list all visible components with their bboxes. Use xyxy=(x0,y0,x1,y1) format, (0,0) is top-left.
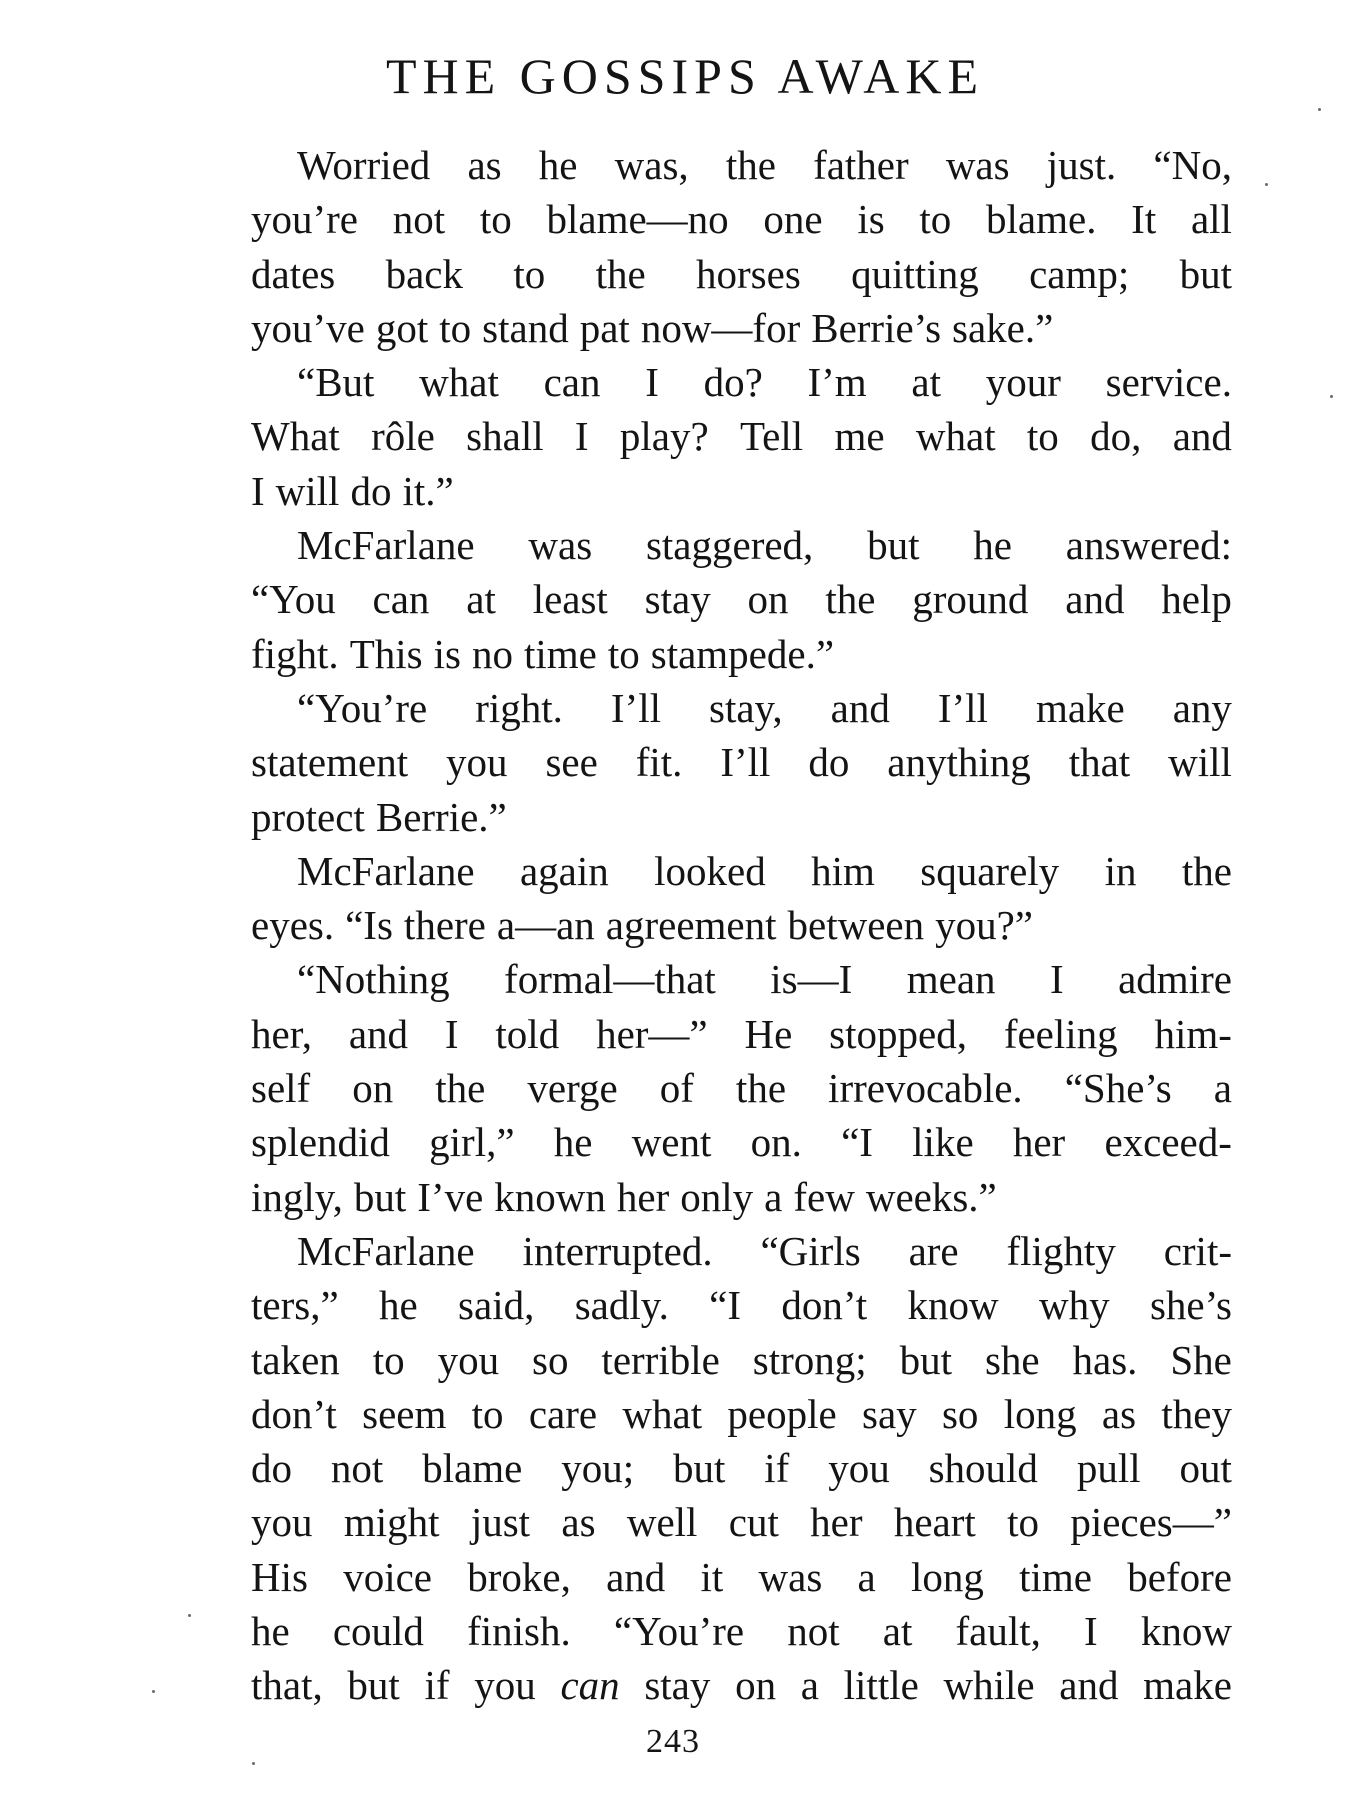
word: “I xyxy=(841,1119,873,1166)
word: to xyxy=(1026,413,1059,460)
word: a xyxy=(857,1553,876,1600)
word: stopped, xyxy=(829,1010,967,1057)
text-line xyxy=(251,518,1232,572)
word: is xyxy=(857,196,885,243)
word: weeks.” xyxy=(865,1173,997,1220)
word: he xyxy=(553,1119,593,1166)
text-line xyxy=(251,1007,1232,1061)
word: stand xyxy=(482,304,569,351)
text-line xyxy=(251,1495,1232,1549)
word: it xyxy=(700,1553,724,1600)
word: you?” xyxy=(935,902,1034,949)
word: stampede.” xyxy=(650,630,835,677)
word: stay xyxy=(644,576,711,623)
word: only xyxy=(680,1173,754,1220)
word: mean xyxy=(906,956,996,1003)
word: seem xyxy=(362,1390,447,1437)
word: statement xyxy=(251,739,409,786)
word: flighty xyxy=(1006,1227,1116,1274)
word: him- xyxy=(1154,1010,1232,1057)
word: splendid xyxy=(251,1119,390,1166)
word: Tell xyxy=(740,413,804,460)
word: he xyxy=(538,142,578,188)
scan-speck xyxy=(152,1690,155,1693)
word: you xyxy=(828,1445,890,1492)
word: but xyxy=(673,1445,726,1492)
word: Berrie.” xyxy=(375,793,507,840)
word: McFarlane xyxy=(297,847,475,894)
word: is xyxy=(433,630,461,677)
word: told xyxy=(495,1010,560,1057)
word: at xyxy=(882,1608,913,1655)
word: what xyxy=(915,413,996,460)
word: on xyxy=(747,576,789,623)
word: play? xyxy=(619,413,709,460)
word: I xyxy=(645,359,659,406)
word: on xyxy=(352,1065,394,1112)
word: not xyxy=(787,1608,840,1655)
word: squarely xyxy=(920,847,1060,894)
word: father xyxy=(813,142,909,188)
word: sake.” xyxy=(952,304,1054,351)
word: to xyxy=(372,1336,405,1383)
page-number: 243 xyxy=(646,1723,700,1760)
word: horses xyxy=(696,250,801,297)
word: anything xyxy=(887,739,1031,786)
word: ters,” xyxy=(251,1282,339,1329)
word: fight. xyxy=(251,630,339,677)
text-line xyxy=(251,1441,1232,1495)
word: back xyxy=(385,250,463,297)
word: now—for xyxy=(640,304,801,351)
word: I xyxy=(251,467,265,514)
word: can xyxy=(543,359,601,406)
word: they xyxy=(1161,1390,1232,1437)
word: you xyxy=(437,1336,500,1383)
word: interrupted. xyxy=(522,1227,713,1274)
word: pat xyxy=(579,304,630,351)
word: just xyxy=(470,1499,531,1546)
word: “Nothing xyxy=(297,956,450,1003)
word: and xyxy=(348,1010,409,1057)
word: while xyxy=(943,1662,1035,1709)
word: so xyxy=(532,1336,569,1383)
word: stay, xyxy=(709,684,783,731)
word: self xyxy=(251,1065,311,1112)
word: you xyxy=(474,1662,536,1709)
word: your xyxy=(985,359,1061,406)
word: again xyxy=(519,847,609,894)
word: know xyxy=(1140,1608,1232,1655)
word: “I xyxy=(709,1282,742,1329)
word: there xyxy=(403,902,486,949)
text-line xyxy=(251,464,1232,518)
word: “No, xyxy=(1153,142,1232,188)
word: I’m xyxy=(807,359,867,406)
word: quitting xyxy=(851,250,979,297)
text-line xyxy=(251,409,1232,463)
word: she’s xyxy=(1149,1282,1232,1329)
word: of xyxy=(659,1065,694,1112)
text-line xyxy=(251,1387,1232,1441)
word: service. xyxy=(1105,359,1232,406)
word: I’ll xyxy=(937,684,988,731)
scan-speck xyxy=(1330,395,1333,398)
word: was xyxy=(528,522,593,569)
word: dates xyxy=(251,250,336,297)
word: me xyxy=(834,413,885,460)
word: but xyxy=(899,1336,952,1383)
word: What xyxy=(251,413,340,460)
word: I’ve xyxy=(417,1173,484,1220)
word: right. xyxy=(475,684,563,731)
word: is—I xyxy=(770,956,853,1003)
word: her xyxy=(1012,1119,1066,1166)
text-line xyxy=(251,1061,1232,1115)
word: you xyxy=(251,1499,313,1546)
word: but xyxy=(353,1173,407,1220)
word: I’ll xyxy=(610,684,661,731)
word: her, xyxy=(251,1010,312,1057)
word: I xyxy=(1084,1608,1098,1655)
word: time xyxy=(1019,1553,1092,1600)
word: least xyxy=(532,576,608,623)
word: the xyxy=(435,1065,486,1112)
word: can xyxy=(560,1662,620,1709)
word: His xyxy=(251,1553,308,1600)
word: her xyxy=(616,1173,670,1220)
word: should xyxy=(928,1445,1038,1492)
word: and xyxy=(1065,576,1125,623)
word: he xyxy=(251,1608,290,1655)
text-line xyxy=(251,735,1232,789)
word: the xyxy=(825,576,876,623)
word: as xyxy=(467,142,502,188)
word: stay xyxy=(644,1662,711,1709)
word: as xyxy=(1101,1390,1137,1437)
word: Worried xyxy=(297,142,431,188)
word: long xyxy=(1003,1390,1077,1437)
scan-speck xyxy=(188,1614,191,1617)
word: will xyxy=(275,467,340,514)
word: Berrie’s xyxy=(811,304,942,351)
word: do xyxy=(251,1445,292,1492)
word: He xyxy=(744,1010,793,1057)
text-line xyxy=(251,1604,1232,1658)
word: make xyxy=(1035,684,1125,731)
word: and xyxy=(606,1553,666,1600)
text-line xyxy=(251,301,1232,355)
word: was xyxy=(945,142,1010,188)
word: time xyxy=(523,630,597,677)
running-head: THE GOSSIPS AWAKE xyxy=(385,48,985,104)
word: not xyxy=(392,196,446,243)
word: make xyxy=(1143,1662,1232,1709)
word: you’re xyxy=(251,196,359,243)
word: if xyxy=(424,1662,450,1709)
word: a xyxy=(764,1173,783,1220)
word: not xyxy=(330,1445,384,1492)
word: pieces—” xyxy=(1070,1499,1232,1546)
word: do xyxy=(808,739,850,786)
word: on. xyxy=(750,1119,802,1166)
word: agreement xyxy=(605,902,777,949)
word: has. xyxy=(1072,1336,1138,1383)
word: you’ve xyxy=(251,304,365,351)
word: protect xyxy=(251,793,365,840)
word: went xyxy=(631,1119,712,1166)
word: fault, xyxy=(955,1608,1041,1655)
word: few xyxy=(793,1173,855,1220)
word: known xyxy=(494,1173,606,1220)
word: out xyxy=(1179,1445,1232,1492)
word: see xyxy=(545,739,598,786)
word: McFarlane xyxy=(297,522,475,569)
text-line xyxy=(251,681,1232,735)
text-line xyxy=(251,844,1232,898)
word: but xyxy=(867,522,920,569)
text-line xyxy=(251,952,1232,1006)
word: the xyxy=(595,250,646,297)
word: She xyxy=(1170,1336,1232,1383)
word: the xyxy=(1181,847,1232,894)
word: heart xyxy=(893,1499,976,1546)
word: a xyxy=(800,1662,819,1709)
word: like xyxy=(912,1119,974,1166)
word: well xyxy=(626,1499,698,1546)
word: blame xyxy=(422,1445,523,1492)
text-line xyxy=(251,355,1232,409)
word: don’t xyxy=(781,1282,868,1329)
word: taken xyxy=(251,1336,340,1383)
word: one xyxy=(763,196,823,243)
word: shall xyxy=(466,413,544,460)
word: on xyxy=(735,1662,777,1709)
word: people xyxy=(727,1390,837,1437)
word: fit. xyxy=(635,739,683,786)
word: could xyxy=(332,1608,424,1655)
text-line xyxy=(251,138,1232,192)
word: It xyxy=(1131,196,1157,243)
text-line xyxy=(251,1278,1232,1332)
word: but xyxy=(1179,250,1232,297)
word: cut xyxy=(728,1499,779,1546)
word: camp; xyxy=(1029,250,1130,297)
word: but xyxy=(347,1662,400,1709)
word: to xyxy=(471,1390,504,1437)
word: care xyxy=(528,1390,598,1437)
word: terrible xyxy=(601,1336,720,1383)
word: him xyxy=(811,847,875,894)
word: was xyxy=(758,1553,823,1600)
body-text xyxy=(251,138,1232,1713)
word: admire xyxy=(1118,956,1232,1003)
word: in xyxy=(1104,847,1137,894)
scan-speck xyxy=(252,1762,255,1765)
word: her xyxy=(810,1499,863,1546)
word: the xyxy=(725,142,776,188)
word: verge xyxy=(527,1065,618,1112)
word: voice xyxy=(343,1553,432,1600)
word: to xyxy=(919,196,952,243)
word: help xyxy=(1161,576,1232,623)
word: that xyxy=(1068,739,1131,786)
word: broke, xyxy=(467,1553,571,1600)
word: “You xyxy=(251,576,336,623)
word: strong; xyxy=(752,1336,867,1383)
word: as xyxy=(561,1499,596,1546)
word: blame—no xyxy=(546,196,729,243)
word: answered: xyxy=(1065,522,1232,569)
word: are xyxy=(908,1227,959,1274)
word: This xyxy=(349,630,423,677)
word: blame. xyxy=(986,196,1097,243)
scan-speck xyxy=(1265,183,1268,186)
word: crit- xyxy=(1163,1227,1232,1274)
word: a xyxy=(1213,1065,1232,1112)
text-line xyxy=(251,1224,1232,1278)
word: I xyxy=(574,413,589,460)
word: before xyxy=(1127,1553,1232,1600)
word: at xyxy=(466,576,496,623)
text-line xyxy=(251,1170,1232,1224)
word: “You’re xyxy=(613,1608,745,1655)
word: “But xyxy=(297,359,375,406)
word: she xyxy=(984,1336,1040,1383)
word: “You’re xyxy=(297,684,428,731)
word: at xyxy=(911,359,942,406)
word: “Girls xyxy=(760,1227,861,1274)
scan-speck xyxy=(1318,108,1321,111)
word: was, xyxy=(614,142,689,188)
word: girl,” xyxy=(429,1119,515,1166)
word: a—an xyxy=(496,902,595,949)
text-line xyxy=(251,1333,1232,1387)
word: all xyxy=(1190,196,1232,243)
word: say xyxy=(862,1390,917,1437)
word: to xyxy=(439,304,472,351)
word: why xyxy=(1038,1282,1110,1329)
word: he xyxy=(973,522,1012,569)
word: and xyxy=(1172,413,1232,460)
word: sadly. xyxy=(574,1282,669,1329)
word: to xyxy=(479,196,512,243)
word: staggered, xyxy=(645,522,814,569)
word: little xyxy=(843,1662,919,1709)
word: said, xyxy=(458,1282,535,1329)
word: to xyxy=(607,630,640,677)
word: McFarlane xyxy=(297,1227,475,1274)
word: any xyxy=(1172,684,1232,731)
word: looked xyxy=(654,847,766,894)
word: her—” xyxy=(596,1010,708,1057)
word: to xyxy=(1007,1499,1039,1546)
word: eyes. xyxy=(251,902,335,949)
word: exceed- xyxy=(1104,1119,1232,1166)
word: what xyxy=(419,359,499,406)
word: irrevocable. xyxy=(828,1065,1023,1112)
word: don’t xyxy=(251,1390,337,1437)
text-line xyxy=(251,1658,1232,1712)
word: that, xyxy=(251,1662,323,1709)
word: he xyxy=(379,1282,418,1329)
text-line xyxy=(251,790,1232,844)
text-line xyxy=(251,192,1232,246)
word: do? xyxy=(703,359,763,406)
word: pull xyxy=(1076,1445,1141,1492)
word: no xyxy=(471,630,513,677)
word: the xyxy=(735,1065,787,1112)
text-line xyxy=(251,247,1232,301)
word: formal—that xyxy=(504,956,716,1003)
text-line xyxy=(251,1550,1232,1604)
word: I’ll xyxy=(720,739,771,786)
word: and xyxy=(1059,1662,1119,1709)
word: do, xyxy=(1090,413,1142,460)
word: “She’s xyxy=(1064,1065,1172,1112)
word: will xyxy=(1168,739,1232,786)
word: you xyxy=(446,739,508,786)
word: between xyxy=(787,902,925,949)
word: rôle xyxy=(371,413,435,460)
word: I xyxy=(444,1010,459,1057)
word: just. xyxy=(1046,142,1117,188)
word: so xyxy=(941,1390,979,1437)
word: feeling xyxy=(1003,1010,1118,1057)
word: do xyxy=(350,467,392,514)
word: it.” xyxy=(402,467,454,514)
text-line xyxy=(251,627,1232,681)
word: know xyxy=(907,1282,999,1329)
word: got xyxy=(375,304,429,351)
word: finish. xyxy=(467,1608,571,1655)
word: can xyxy=(372,576,430,623)
word: to xyxy=(513,250,546,297)
word: if xyxy=(764,1445,790,1492)
word: “Is xyxy=(345,902,393,949)
word: you; xyxy=(561,1445,635,1492)
word: I xyxy=(1049,956,1064,1003)
word: long xyxy=(910,1553,984,1600)
text-line xyxy=(251,898,1232,952)
text-line xyxy=(251,1115,1232,1169)
word: might xyxy=(343,1499,440,1546)
text-line xyxy=(251,572,1232,626)
word: ground xyxy=(912,576,1029,623)
word: ingly, xyxy=(251,1173,343,1220)
word: and xyxy=(830,684,890,731)
word: what xyxy=(622,1390,703,1437)
